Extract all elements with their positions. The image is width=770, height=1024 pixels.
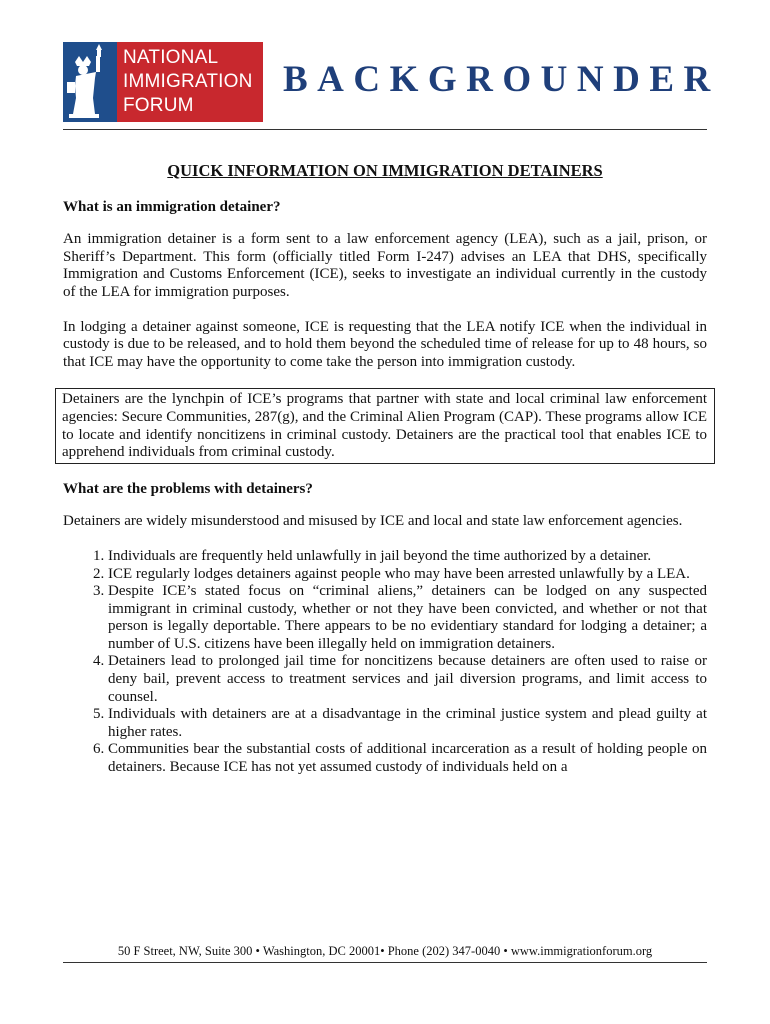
list-item: 1. Individuals are frequently held unlawfully in jail beyond the time authorized by a detainer. xyxy=(108,548,707,566)
document-body xyxy=(63,162,707,777)
organization-logo xyxy=(63,42,263,122)
statue-of-liberty-icon xyxy=(63,42,117,122)
list-item: 4. Detainers lead to prolonged jail time for noncitizens because detainers are often used to raise or deny bail, prevent access to treatment services and jail diversion programs, and limit access to counsel. xyxy=(108,653,707,706)
logo-line-immigration: IMMIGRATION xyxy=(123,71,253,92)
paragraph-misunderstood: Detainers are widely misunderstood and misused by ICE and local and state law enforcement agencies. xyxy=(63,513,683,530)
section-heading-problems: What are the problems with detainers? xyxy=(63,480,313,497)
footer-divider xyxy=(63,962,707,963)
callout-box: Detainers are the lynchpin of ICE’s programs that partner with state and local criminal law enforcement agencies: Secure Communities, 287(g), and the Criminal Alien Program (CAP). These programs allow ICE to locate and identify noncitizens in criminal custody. Detainers are the practical tool that enables ICE to apprehend individuals from criminal custody. xyxy=(55,388,715,463)
document-type-heading: BACKGROUNDER xyxy=(283,59,720,100)
section-heading-what-is: What is an immigration detainer? xyxy=(63,198,281,215)
paragraph-lodging: In lodging a detainer against someone, ICE is requesting that the LEA notify ICE when the individual in custody is due to be released, and to hold them beyond the scheduled time of release for up to 48 hours, so that ICE may have the opportunity to come take the person into immigration custody. xyxy=(63,318,707,370)
list-item: 6. Communities bear the substantial costs of additional incarceration as a result of holding people on detainers. Because ICE has not yet assumed custody of individuals held on a xyxy=(108,741,707,776)
list-item: 5. Individuals with detainers are at a disadvantage in the criminal justice system and plead guilty at higher rates. xyxy=(108,706,707,741)
logo-wordmark xyxy=(117,42,263,122)
problems-list xyxy=(63,548,707,777)
footer-contact: 50 F Street, NW, Suite 300 • Washington, DC 20001• Phone (202) 347-0040 • www.immigrationforum.org xyxy=(117,944,653,958)
list-item: 3. Despite ICE’s stated focus on “criminal aliens,” detainers can be lodged on any suspected immigrant in criminal custody, whether or not they have been convicted, and whether or not that person is legally deportable. There appears to be no evidentiary standard for lodging a detainer; a number of U.S. citizens have been illegally held on immigration detainers. xyxy=(108,583,707,653)
logo-line-forum: FORUM xyxy=(123,95,194,116)
document-title: QUICK INFORMATION ON IMMIGRATION DETAINERS xyxy=(167,161,603,180)
logo-emblem xyxy=(63,42,117,122)
logo-line-national: NATIONAL xyxy=(123,47,219,68)
header-divider xyxy=(63,129,707,130)
paragraph-definition: An immigration detainer is a form sent to a law enforcement agency (LEA), such as a jail, prison, or Sheriff’s Department. This form (officially titled Form I-247) advises an LEA that DHS, specifically Immigration and Customs Enforcement (ICE), seeks to investigate an individual currently in the custody of the LEA for immigration purposes. xyxy=(63,231,707,300)
list-item: 2. ICE regularly lodges detainers against people who may have been arrested unlawfully by a LEA. xyxy=(108,566,707,584)
